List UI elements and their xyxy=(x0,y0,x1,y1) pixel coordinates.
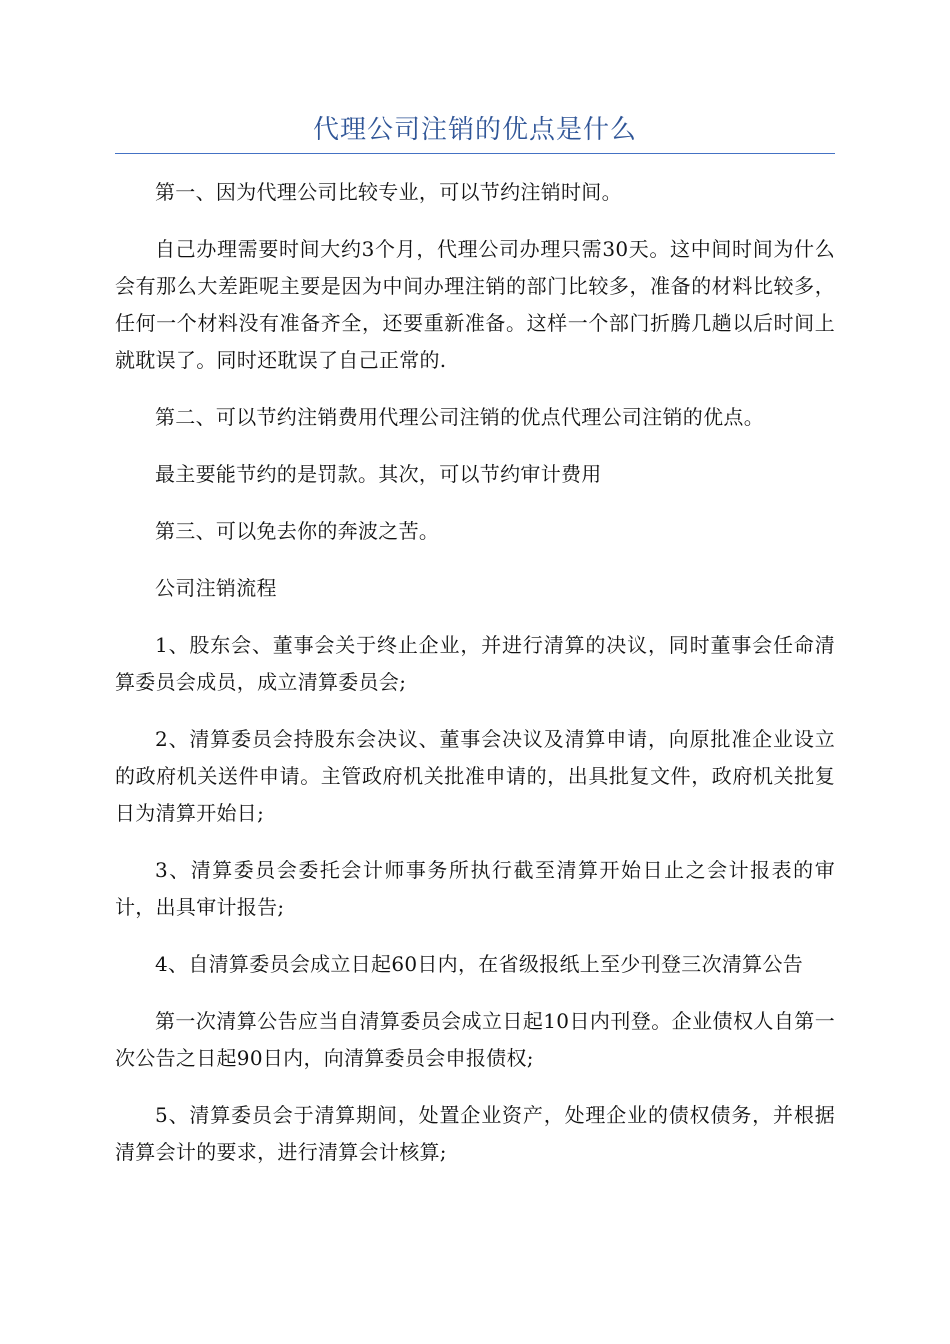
paragraph: 第一、因为代理公司比较专业，可以节约注销时间。 xyxy=(155,180,622,204)
document-title: 代理公司注销的优点是什么 xyxy=(312,115,637,145)
paragraph: 5、清算委员会于清算期间，处置企业资产，处理企业的债权债务，并根据清算会计的要求，进行清算会计核算; xyxy=(115,1103,835,1164)
paragraph: 公司注销流程 xyxy=(155,576,277,600)
paragraph: 3、清算委员会委托会计师事务所执行截至清算开始日止之会计报表的审计，出具审计报告; xyxy=(115,858,835,919)
paragraph: 自己办理需要时间大约3个月，代理公司办理只需30天。这中间时间为什么会有那么大差距呢主要是因为中间办理注销的部门比较多，准备的材料比较多，任何一个材料没有准备齐全，还要重新准备。这样一个部门折腾几趟以后时间上就耽误了。同时还耽误了自己正常的. xyxy=(115,237,835,372)
paragraph: 2、清算委员会持股东会决议、董事会决议及清算申请，向原批准企业设立的政府机关送件申请。主管政府机关批准申请的，出具批复文件，政府机关批复日为清算开始日; xyxy=(115,727,835,825)
paragraph: 第二、可以节约注销费用代理公司注销的优点代理公司注销的优点。 xyxy=(155,405,764,429)
paragraph: 1、股东会、董事会关于终止企业，并进行清算的决议，同时董事会任命清算委员会成员，成立清算委员会; xyxy=(115,633,835,694)
title-underline xyxy=(115,153,835,154)
paragraph: 最主要能节约的是罚款。其次，可以节约审计费用 xyxy=(155,462,602,486)
paragraph: 第三、可以免去你的奔波之苦。 xyxy=(155,519,440,543)
document-body xyxy=(115,174,835,1191)
paragraph: 第一次清算公告应当自清算委员会成立日起10日内刊登。企业债权人自第一次公告之日起90日内，向清算委员会申报债权; xyxy=(115,1009,835,1070)
paragraph: 4、自清算委员会成立日起60日内，在省级报纸上至少刊登三次清算公告 xyxy=(155,952,804,976)
